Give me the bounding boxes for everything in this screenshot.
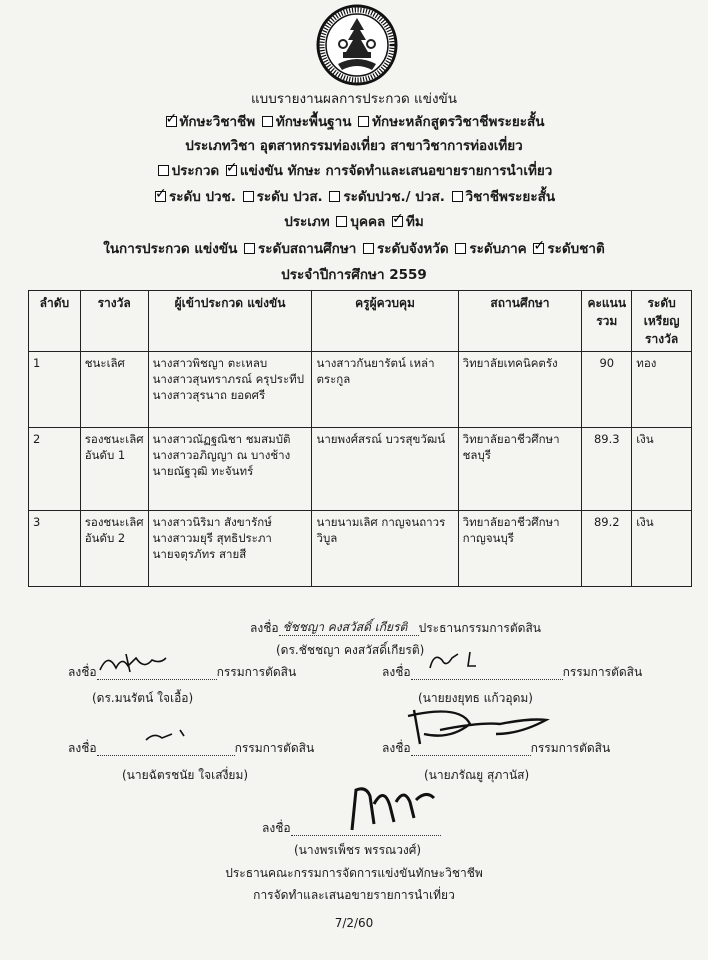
cell-members xyxy=(148,428,312,511)
category-line: ประเภทวิชา อุตสาหกรรมท่องเที่ยว สาขาวิชาการท่องเที่ยว xyxy=(185,138,523,154)
skill-type-row xyxy=(0,113,708,131)
cell-school xyxy=(458,428,582,511)
cell-school xyxy=(458,352,582,428)
checkbox-professional-skill[interactable] xyxy=(166,116,177,127)
competition-level-prefix: ในการประกวด แข่งขัน xyxy=(103,241,238,257)
signature-field xyxy=(279,620,419,636)
header-school: สถานศึกษา xyxy=(458,291,582,352)
cell-score: 89.3 xyxy=(582,428,632,511)
cell-award xyxy=(80,352,148,428)
cell-members xyxy=(148,511,312,587)
competition-level-row xyxy=(0,240,708,258)
president-signature-scribble xyxy=(330,784,450,834)
member-name: นางสาวมยุรี สุทธิประภา xyxy=(152,531,272,545)
label-team: ทีม xyxy=(405,214,424,230)
cell-teacher: นางสาวกันยารัตน์ เหล่าตระกูล xyxy=(312,352,458,428)
member-name: นายจตุรภัทร สายสี xyxy=(152,547,247,561)
chair-name: (ดร.ชัชชญา คงสวัสดิ์เกียรติ) xyxy=(276,643,425,657)
header-award: รางวัล xyxy=(80,291,148,352)
cell-award xyxy=(80,428,148,511)
judge3-name: (นายฉัตรชนัย ใจเสงี่ยม) xyxy=(122,768,249,782)
award-line: รองชนะเลิศ xyxy=(84,515,144,529)
checkbox-basic-skill[interactable] xyxy=(262,116,273,127)
label-short-course-skill: ทักษะหลักสูตรวิชาชีพระยะสั้น xyxy=(372,114,545,130)
cell-medal: เงิน xyxy=(632,511,692,587)
checkbox-individual[interactable] xyxy=(336,216,347,227)
sign-label: ลงชื่อ xyxy=(250,621,279,635)
report-title: แบบรายงานผลการประกวด แข่งขัน xyxy=(250,91,458,107)
judge2-signature-line xyxy=(382,664,642,680)
header-score: คะแนน รวม xyxy=(582,291,632,352)
judge1-signature-scribble xyxy=(96,650,186,676)
chair-title: ประธานกรรมการตัดสิน xyxy=(418,621,541,635)
chair-handwritten-signature: ชัชชญา คงสวัสดิ์ เกียรติ xyxy=(282,620,408,634)
checkbox-level-short[interactable] xyxy=(452,191,463,202)
award-line: ชนะเลิศ xyxy=(84,356,125,370)
cell-award xyxy=(80,511,148,587)
school-line: กาญจนบุรี xyxy=(462,531,514,545)
checkbox-level-pvc[interactable] xyxy=(155,191,166,202)
judge2-signature-scribble xyxy=(424,648,504,674)
results-table xyxy=(28,290,692,587)
table-row xyxy=(29,511,692,587)
sign-label: ลงชื่อ xyxy=(382,741,411,755)
sign-label: ลงชื่อ xyxy=(68,665,97,679)
label-individual: บุคคล xyxy=(350,214,386,230)
checkbox-national-level[interactable] xyxy=(533,243,544,254)
chair-signature-line xyxy=(250,620,541,636)
report-date: 7/2/60 xyxy=(334,916,374,930)
cell-teacher: นายนามเลิศ กาญจนถาวรวิบูล xyxy=(312,511,458,587)
checkbox-contest[interactable] xyxy=(158,165,169,176)
sign-label: ลงชื่อ xyxy=(262,821,291,835)
level-row xyxy=(0,188,708,206)
cell-score: 89.2 xyxy=(582,511,632,587)
header-teacher: ครูผู้ควบคุม xyxy=(312,291,458,352)
member-name: นายณัฐวุฒิ ทะจันทร์ xyxy=(152,464,254,478)
judge4-signature-scribble xyxy=(400,704,550,752)
label-national-level: ระดับชาติ xyxy=(547,241,605,257)
checkbox-school-level[interactable] xyxy=(244,243,255,254)
president-title-line1: ประธานคณะกรรมการจัดการแข่งขันทักษะวิชาชีพ xyxy=(225,866,483,880)
header-members: ผู้เข้าประกวด แข่งขัน xyxy=(148,291,312,352)
checkbox-level-pvs[interactable] xyxy=(243,191,254,202)
judge4-title: กรรมการตัดสิน xyxy=(530,741,611,755)
checkbox-team[interactable] xyxy=(392,216,403,227)
cell-school xyxy=(458,511,582,587)
award-line: อันดับ 1 xyxy=(84,448,126,462)
label-level-both: ระดับปวช./ ปวส. xyxy=(343,189,445,205)
label-province-level: ระดับจังหวัด xyxy=(377,241,449,257)
judge2-name: (นายยงยุทธ แก้วอุดม) xyxy=(418,691,533,705)
checkbox-province-level[interactable] xyxy=(363,243,374,254)
table-row xyxy=(29,428,692,511)
judge2-title: กรรมการตัดสิน xyxy=(562,665,643,679)
member-name: นางสาวสุรนาถ ยอดศรี xyxy=(152,388,266,402)
label-region-level: ระดับภาค xyxy=(469,241,527,257)
label-level-pvc: ระดับ ปวช. xyxy=(168,189,236,205)
header-no: ลำดับ xyxy=(29,291,81,352)
cell-teacher: นายพงศ์สรณ์ บวรสุขวัฒน์ xyxy=(312,428,458,511)
entrant-type-prefix: ประเภท xyxy=(284,214,330,230)
cell-medal: ทอง xyxy=(632,352,692,428)
cell-medal: เงิน xyxy=(632,428,692,511)
member-name: นางสาวนิริมา สังขารักษ์ xyxy=(152,515,272,529)
member-name: นางสาวณัฏฐณิชา ชมสมบัติ xyxy=(152,432,291,446)
label-level-pvs: ระดับ ปวส. xyxy=(256,189,323,205)
label-level-short: วิชาชีพระยะสั้น xyxy=(465,189,556,205)
sign-label: ลงชื่อ xyxy=(68,741,97,755)
school-line: วิทยาลัยอาชีวศึกษา xyxy=(462,515,560,529)
entrant-type-row xyxy=(0,213,708,231)
member-name: นางสาวอภิญญา ณ บางช้าง xyxy=(152,448,291,462)
label-contest: ประกวด xyxy=(171,163,220,179)
checkbox-competition[interactable] xyxy=(226,165,237,176)
label-professional-skill: ทักษะวิชาชีพ xyxy=(179,114,256,130)
table-header-row xyxy=(29,291,692,352)
president-name: (นางพรเพ็ชร พรรณวงศ์) xyxy=(294,843,422,857)
school-line: ชลบุรี xyxy=(462,448,491,462)
sign-label: ลงชื่อ xyxy=(382,665,411,679)
cell-score: 90 xyxy=(582,352,632,428)
table-row xyxy=(29,352,692,428)
header-medal: ระดับ เหรียญ รางวัล xyxy=(632,291,692,352)
judge1-title: กรรมการตัดสิน xyxy=(216,665,297,679)
award-line: รองชนะเลิศ xyxy=(84,432,144,446)
cell-members xyxy=(148,352,312,428)
label-competition: แข่งขัน ทักษะ การจัดทำและเสนอขายรายการนำเที่ยว xyxy=(239,163,553,179)
cell-no: 1 xyxy=(29,352,81,428)
academic-year: ประจำปีการศึกษา 2559 xyxy=(281,267,427,283)
label-school-level: ระดับสถานศึกษา xyxy=(258,241,357,257)
label-basic-skill: ทักษะพื้นฐาน xyxy=(275,114,352,130)
checkbox-level-both[interactable] xyxy=(329,191,340,202)
judge1-name: (ดร.มนรัตน์ ใจเอื้อ) xyxy=(92,691,194,705)
school-line: วิทยาลัยอาชีวศึกษา xyxy=(462,432,560,446)
judge3-title: กรรมการตัดสิน xyxy=(234,741,315,755)
judge3-signature-scribble xyxy=(140,726,200,746)
cell-no: 3 xyxy=(29,511,81,587)
checkbox-region-level[interactable] xyxy=(455,243,466,254)
school-line: วิทยาลัยเทคนิคตรัง xyxy=(462,356,558,370)
signature-field xyxy=(97,745,235,756)
vocational-education-seal-logo xyxy=(316,4,398,86)
cell-no: 2 xyxy=(29,428,81,511)
judge4-name: (นายภรัณยู สุภานัส) xyxy=(424,768,530,782)
checkbox-short-course-skill[interactable] xyxy=(358,116,369,127)
president-title-line2: การจัดทำและเสนอขายรายการนำเที่ยว xyxy=(253,888,455,902)
member-name: นางสาวสุนทราภรณ์ ครุประทีป xyxy=(152,372,305,386)
competition-type-row xyxy=(0,162,708,180)
award-line: อันดับ 2 xyxy=(84,531,126,545)
member-name: นางสาวพิชญา ตะเหลบ xyxy=(152,356,268,370)
